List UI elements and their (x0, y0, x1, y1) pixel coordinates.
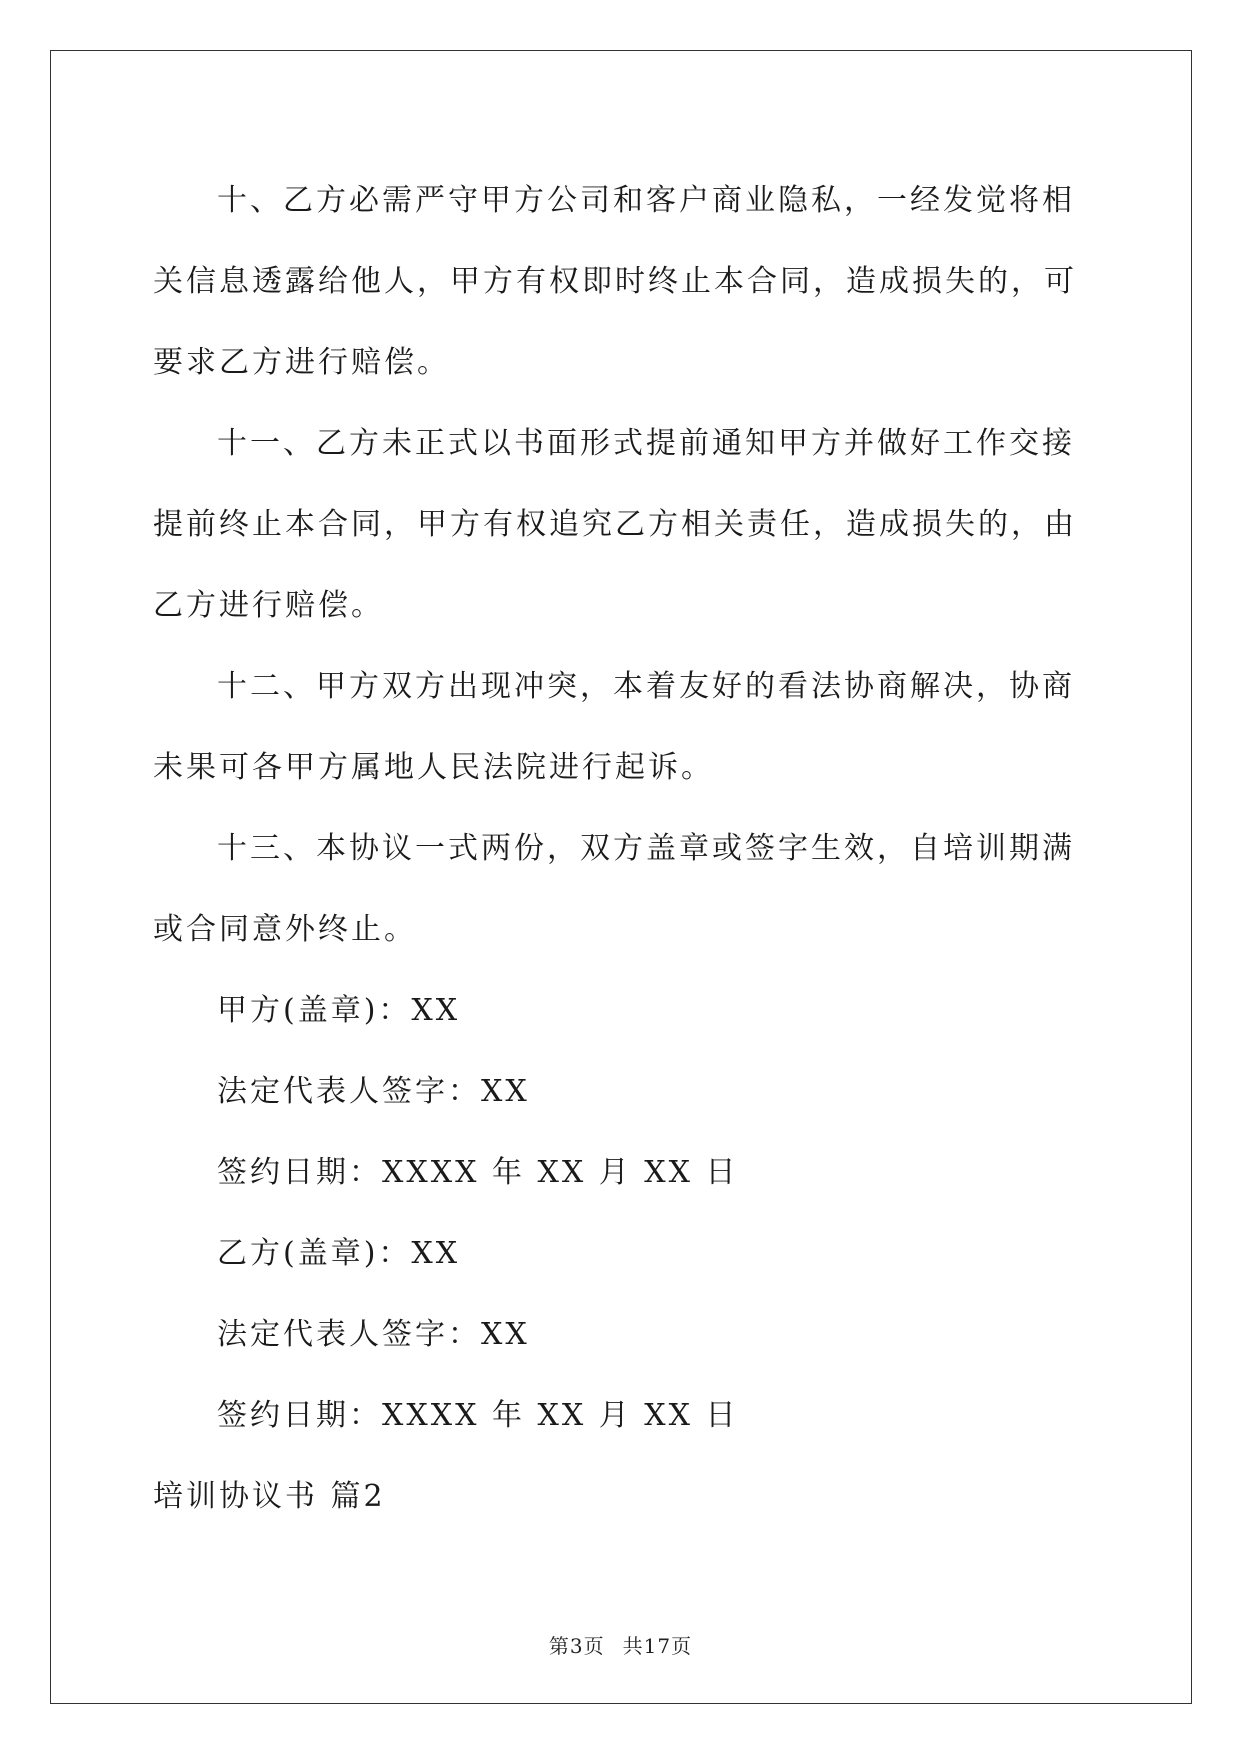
party-b-seal: 乙方(盖章)：XX (217, 1236, 461, 1271)
party-a-representative: 法定代表人签字：XX (217, 1074, 530, 1109)
page-number: 第3页 (548, 1634, 605, 1658)
document-body (153, 160, 1093, 1537)
clause-12: 十二、甲方双方出现冲突，本着友好的看法协商解决，协商未果可各甲方属地人民法院进行起诉。 (153, 669, 1075, 785)
party-a-seal: 甲方(盖章)：XX (217, 993, 461, 1028)
clause-11: 十一、乙方未正式以书面形式提前通知甲方并做好工作交接提前终止本合同，甲方有权追究乙方相关责任，造成损失的，由乙方进行赔偿。 (153, 426, 1077, 623)
party-b-representative: 法定代表人签字：XX (217, 1317, 530, 1352)
clause-13: 十三、本协议一式两份，双方盖章或签字生效，自培训期满或合同意外终止。 (153, 831, 1075, 947)
page-footer (0, 1630, 1241, 1659)
section-title: 培训协议书 篇2 (153, 1479, 386, 1514)
party-b-date: 签约日期：XXXX 年 XX 月 XX 日 (217, 1398, 739, 1433)
page-total: 共17页 (622, 1634, 693, 1658)
party-a-date: 签约日期：XXXX 年 XX 月 XX 日 (217, 1155, 739, 1190)
clause-10: 十、乙方必需严守甲方公司和客户商业隐私，一经发觉将相关信息透露给他人，甲方有权即时终止本合同，造成损失的，可要求乙方进行赔偿。 (153, 183, 1077, 380)
